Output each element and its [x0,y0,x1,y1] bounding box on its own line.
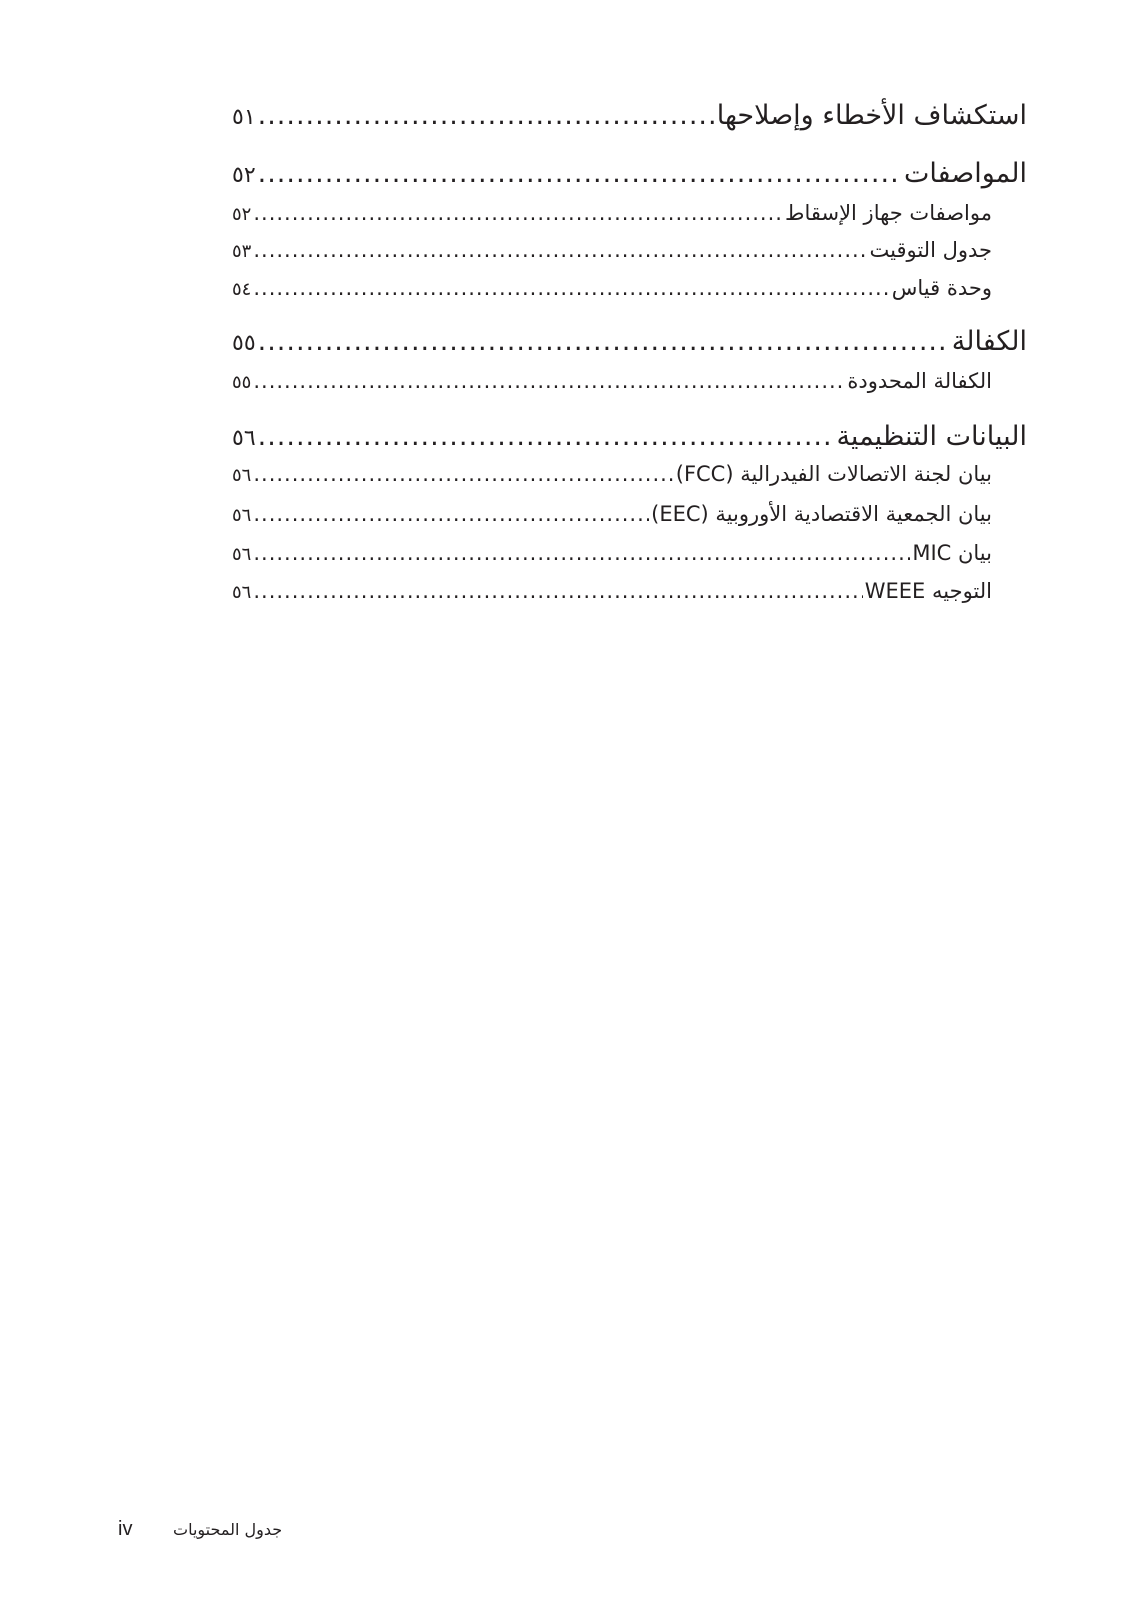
dot-leader [258,322,950,362]
footer-page-number: iv [118,1518,133,1540]
toc-page-number: ٥٥ [232,331,256,356]
toc-title: التوجيه WEEE [864,579,992,603]
toc-page-number: ٥٦ [232,465,252,486]
dot-leader [253,537,910,569]
page-footer [118,1518,308,1544]
toc-entry-eec[interactable] [232,498,992,530]
toc-title: استكشاف الأخطاء وإصلاحها [716,100,1027,131]
toc-title: بيان الجمعية الاقتصادية الأوروبية (EEC) [651,502,992,526]
toc-page-number: ٥٥ [232,372,252,393]
toc-page-number: ٥٣ [232,241,252,262]
toc-title: الكفالة [951,326,1027,357]
toc-entry-troubleshooting[interactable] [232,96,1027,136]
toc-page-number: ٥٢ [232,163,256,188]
dot-leader [253,575,862,607]
dot-leader [253,458,673,490]
footer-title: جدول المحتويات [173,1520,283,1539]
toc-entry-limited-warranty[interactable] [232,365,992,397]
dot-leader [253,498,649,530]
toc-entry-specifications[interactable] [232,154,1027,194]
toc-page-number: ٥٢ [232,204,252,225]
toc-page-number: ٥٦ [232,426,256,451]
toc-title: جدول التوقيت [869,238,992,262]
dot-leader [258,417,835,457]
dot-leader [258,96,715,136]
toc-page-number: ٥٦ [232,544,252,565]
toc-page-number: ٥٦ [232,582,252,603]
toc-page-number: ٥١ [232,105,256,130]
toc-page-number: ٥٤ [232,279,252,300]
dot-leader [253,197,783,229]
toc-page-number: ٥٦ [232,505,252,526]
toc-entry-warranty[interactable] [232,322,1027,362]
toc-title: مواصفات جهاز الإسقاط [785,201,992,225]
dot-leader [253,234,867,266]
toc-entry-regulatory[interactable] [232,417,1027,457]
dot-leader [253,272,889,304]
toc-title: البيانات التنظيمية [836,421,1027,452]
toc-title: وحدة قياس [891,276,992,300]
toc-entry-fcc[interactable] [232,458,992,490]
toc-title: المواصفات [903,158,1027,189]
toc-entry-mic[interactable] [232,537,992,569]
dot-leader [253,365,845,397]
toc-title: بيان MIC [912,541,992,565]
toc-entry-projector-specs[interactable] [232,197,992,229]
toc-entry-timing-table[interactable] [232,234,992,266]
toc-title: الكفالة المحدودة [847,369,992,393]
toc-title: بيان لجنة الاتصالات الفيدرالية (FCC) [675,462,992,486]
dot-leader [258,154,902,194]
toc-entry-measurement-unit[interactable] [232,272,992,304]
toc-entry-weee[interactable] [232,575,992,607]
